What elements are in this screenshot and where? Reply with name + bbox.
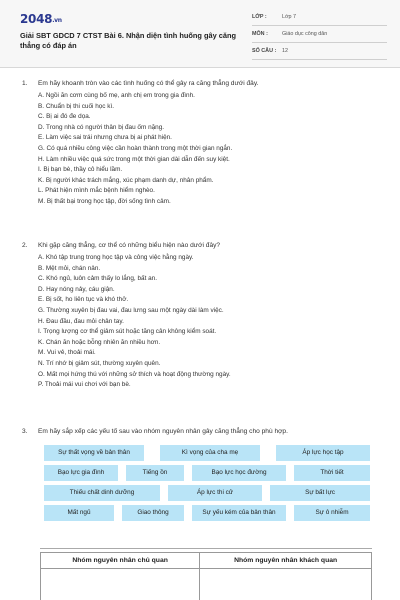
question-number: 3. xyxy=(22,428,28,435)
option-item: N. Trí nhớ bị giảm sút, thường xuyên quên. xyxy=(38,359,161,367)
meta-label: LỚP : xyxy=(252,14,267,20)
factor-tag[interactable]: Thời tiết xyxy=(294,465,370,481)
option-item: D. Hay nóng nảy, cáu giận. xyxy=(38,285,115,293)
table-row xyxy=(41,569,372,600)
option-item: H. Đau đầu, đau mỏi chân tay. xyxy=(38,317,124,325)
table-header-objective: Nhóm nguyên nhân khách quan xyxy=(200,553,372,569)
tag-row xyxy=(44,445,370,465)
factor-tag[interactable]: Áp lực học tập xyxy=(276,445,370,461)
meta-label: MÔN : xyxy=(252,31,268,37)
tag-row xyxy=(44,465,370,485)
factor-tag[interactable]: Mất ngủ xyxy=(44,505,114,521)
page-header xyxy=(0,0,400,68)
option-item: I. Bị bạn bè, thầy cô hiểu lầm. xyxy=(38,166,123,174)
option-item: C. Khó ngủ, luôn cảm thấy lo lắng, bất an. xyxy=(38,275,158,283)
table-header-row xyxy=(41,553,372,569)
option-item: H. Làm nhiều việc quá sức trong một thời gian dài dẫn đến suy kiệt. xyxy=(38,155,230,163)
logo-main: 2048 xyxy=(20,12,53,26)
question-options xyxy=(38,254,231,392)
option-item: I. Trọng lượng cơ thể giảm sút hoặc tăng cân không kiểm soát. xyxy=(38,328,217,336)
cause-table xyxy=(40,552,372,600)
factor-tag[interactable]: Giao thông xyxy=(122,505,184,521)
table-cell-objective[interactable] xyxy=(200,569,372,600)
meta-value: Lớp 7 xyxy=(282,14,297,20)
option-item: D. Trong nhà có người thân bị đau ốm nặng. xyxy=(38,123,165,131)
option-item: A. Khó tập trung trong học tập và công việc hằng ngày. xyxy=(38,254,194,261)
option-item: K. Chán ăn hoặc bỗng nhiên ăn nhiều hơn. xyxy=(38,338,161,346)
option-item: B. Mệt mỏi, chán nản. xyxy=(38,264,101,272)
meta-value: Giáo dục công dân xyxy=(282,31,328,37)
option-item: G. Thường xuyên bị đau vai, đau lưng sau một ngày dài làm việc. xyxy=(38,306,224,314)
option-item: A. Ngồi ăn cơm cùng bố mẹ, anh chị em trong gia đình. xyxy=(38,92,195,99)
factor-tag[interactable]: Sự yếu kém của bản thân xyxy=(192,505,286,521)
option-item: L. Phát hiện mình mắc bệnh hiểm nghèo. xyxy=(38,187,155,195)
factor-tag[interactable]: Sự bất lực xyxy=(270,485,370,501)
meta-row-count xyxy=(252,46,387,60)
option-item: O. Mất mọi hứng thú với những sở thích và hoạt động thường ngày. xyxy=(38,370,231,378)
question-text: Em hãy khoanh tròn vào các tình huống có thể gây ra căng thẳng dưới đây. xyxy=(38,80,259,87)
meta-info xyxy=(252,12,387,63)
option-item: E. Làm việc sai trái nhưng chưa bị ai phát hiện. xyxy=(38,134,172,142)
factor-tag[interactable]: Bạo lực gia đình xyxy=(44,465,118,481)
logo[interactable] xyxy=(20,12,62,26)
question-text: Em hãy sắp xếp các yếu tố sau vào nhóm nguyên nhân gây căng thẳng cho phù hợp. xyxy=(38,428,288,435)
factor-tag[interactable]: Sự ô nhiễm xyxy=(294,505,370,521)
document-title: Giải SBT GDCD 7 CTST Bài 6. Nhận diện tình huống gây căng thẳng có đáp án xyxy=(20,31,236,50)
table-header-subjective: Nhóm nguyên nhân chủ quan xyxy=(41,553,200,569)
meta-row-class xyxy=(252,12,387,26)
option-item: C. Bị ai đó đe dọa. xyxy=(38,113,91,121)
meta-label: SỐ CÂU : xyxy=(252,48,277,54)
factor-tag[interactable]: Áp lực thi cử xyxy=(168,485,262,501)
meta-value: 12 xyxy=(282,48,288,54)
factor-tag[interactable]: Kì vọng của cha mẹ xyxy=(160,445,260,461)
option-item: K. Bị người khác trách mắng, xúc phạm danh dự, nhân phẩm. xyxy=(38,176,214,184)
option-item: G. Có quá nhiều công việc cần hoàn thành trong một thời gian ngắn. xyxy=(38,144,233,152)
tag-row xyxy=(44,485,370,505)
question-text: Khi gặp căng thẳng, cơ thể có những biểu hiện nào dưới đây? xyxy=(38,242,221,249)
question-number: 1. xyxy=(22,80,28,87)
factor-tag[interactable]: Sự thất vọng về bản thân xyxy=(44,445,144,461)
cause-table-wrapper xyxy=(40,548,372,600)
tag-row xyxy=(44,505,370,525)
option-item: M. Bị thất bại trong học tập, đời sống tình cảm. xyxy=(38,197,171,205)
logo-sub: .vn xyxy=(52,17,62,24)
option-item: B. Chuẩn bị thi cuối học kì. xyxy=(38,102,115,110)
table-cell-subjective[interactable] xyxy=(41,569,200,600)
option-item: M. Vui vẻ, thoải mái. xyxy=(38,349,96,357)
factor-tag[interactable]: Thiếu chất dinh dưỡng xyxy=(44,485,160,501)
option-item: E. Bị sốt, ho liên tục và khó thở. xyxy=(38,296,129,304)
meta-row-subject xyxy=(252,29,387,43)
factor-tag[interactable]: Bạo lực học đường xyxy=(192,465,286,481)
factor-tags xyxy=(44,445,370,525)
option-item: P. Thoải mái vui chơi với bạn bè. xyxy=(38,381,131,389)
question-options xyxy=(38,92,232,209)
question-number: 2. xyxy=(22,242,28,249)
factor-tag[interactable]: Tiếng ồn xyxy=(126,465,184,481)
